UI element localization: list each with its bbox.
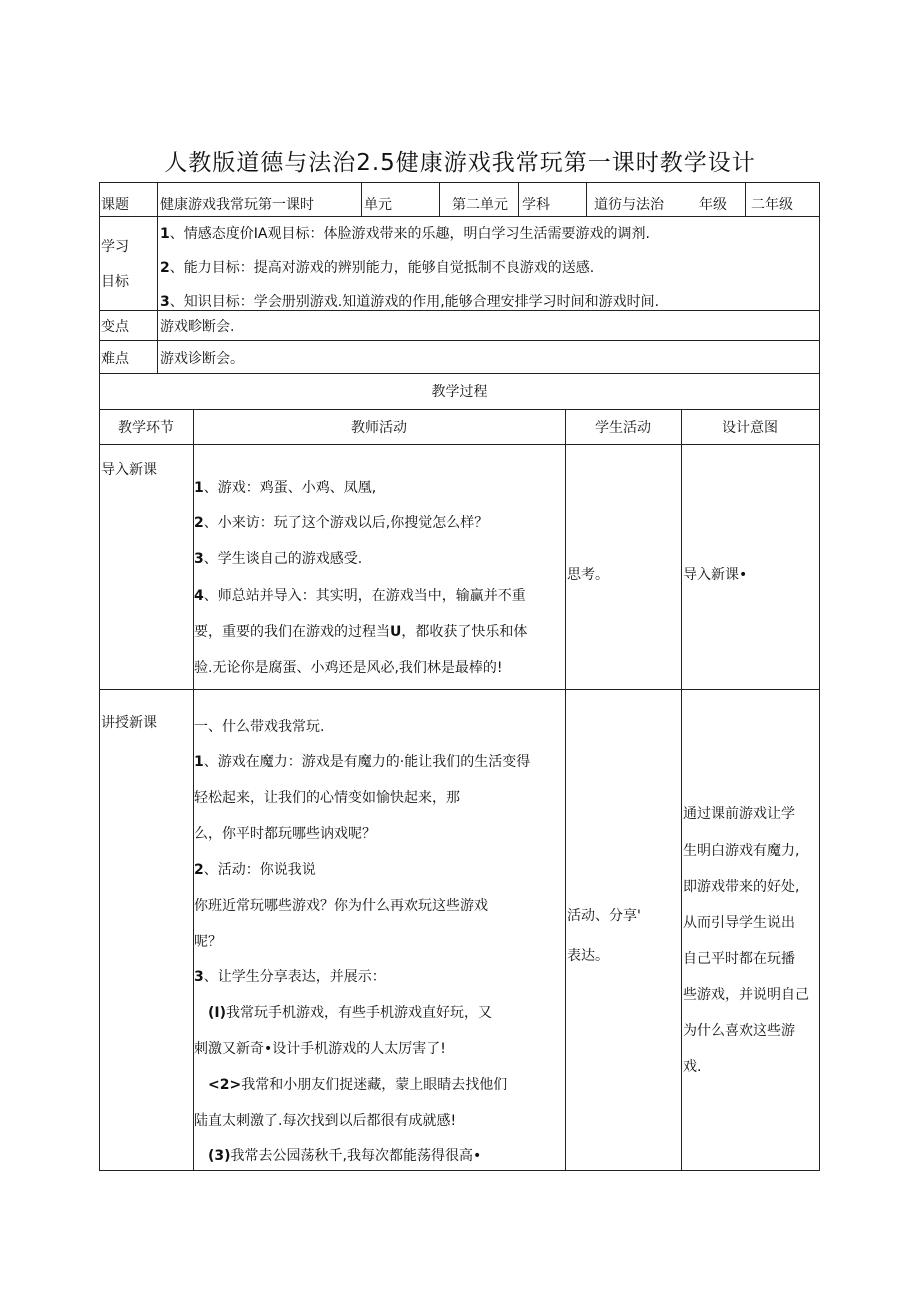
teacher-line: 3、学生谈自己的游戏感受.: [194, 551, 363, 567]
subject-label: 学科: [522, 197, 550, 213]
key-point-label: 变点: [101, 319, 129, 335]
stage-new-lesson: 讲授新课: [101, 715, 157, 731]
teacher-line: 2、小来访：玩了这个游戏以后,你搜觉怎么样？: [194, 515, 489, 531]
teacher-line: 呢？: [194, 934, 222, 950]
unit-value: 第二单元: [452, 197, 508, 213]
objectives-label-2: 目标: [101, 274, 129, 290]
intent-line: 即游戏带来的好处,: [683, 879, 800, 895]
objective-item-1: 1、情感态度价IA观目标：体脸游戏带来的乐趣，明白学习生活需要游戏的调剂.: [160, 226, 650, 242]
design-intent-intro: 导入新课•: [683, 567, 748, 583]
teacher-line: 4、师总站并导入：其实明，在游戏当中，输赢并不重: [194, 588, 526, 604]
objective-item-3: 3、知识目标：学会册别游戏.知道游戏的作用,能够合理安排学习时间和游戏时间.: [160, 294, 660, 310]
intent-line: 通过课前游戏让学: [683, 806, 795, 822]
teacher-line: 2、活动：你说我说: [194, 862, 316, 878]
intent-line: 生明白游戏有魔力,: [683, 843, 800, 859]
teacher-line: 验.无论你是腐蛋、小鸡还是风必,我们林是最棒的!: [194, 660, 503, 676]
student-activity-new: 活动、分享': [567, 908, 641, 924]
stage-intro: 导入新课: [101, 462, 157, 478]
teacher-line: 你班近常玩哪些游戏？你为什么再欢玩这些游戏: [194, 898, 488, 914]
teacher-line: 陆直太刺激了.每次找到以后都很有成就感!: [194, 1113, 457, 1129]
grade-label: 年级: [699, 197, 727, 213]
difficulty-value: 游戏诊断会。: [160, 351, 244, 367]
teacher-line: (3)我常去公园荡秋千,我每次都能荡得很高•: [208, 1148, 482, 1164]
column-header-student: 学生活动: [595, 420, 651, 436]
intent-line: 从而引导学生说出: [683, 915, 795, 931]
intent-line: 为什么喜欢这些游: [683, 1023, 795, 1039]
page-title: 人教版道德与法治2.5健康游戏我常玩第一课时教学设计: [164, 150, 756, 176]
student-activity-intro: 思考。: [567, 567, 609, 583]
difficulty-label: 难点: [101, 351, 129, 367]
objectives-label-1: 学习: [101, 239, 129, 255]
unit-label: 单元: [364, 197, 392, 213]
column-header-stage: 教学环节: [118, 420, 174, 436]
student-activity-new-2: 表达。: [567, 948, 609, 964]
teacher-line: 1、游戏：鸡蛋、小鸡、凤凰,: [194, 480, 377, 496]
subject-value: 道彷与法治: [594, 197, 664, 213]
teacher-line: 一、什么带戏我常玩.: [194, 719, 325, 735]
teacher-line: 刺激又新奇•设计手机游戏的人太厉害了!: [194, 1041, 446, 1057]
intent-line: 戏.: [683, 1059, 702, 1075]
grade-value: 二年级: [751, 197, 793, 213]
teacher-line: 3、让学生分享表达，并展示：: [194, 969, 386, 985]
topic-value: 健康游戏我常玩第一课时: [160, 197, 314, 213]
teacher-line: 么，你平时都玩哪些讷戏呢？: [194, 826, 376, 842]
key-point-value: 游戏畛断会.: [160, 319, 235, 335]
intent-line: 自己平时都在玩播: [683, 951, 795, 967]
teacher-line: (I)我常玩手机游戏，有些手机游戏直好玩，又: [208, 1005, 493, 1021]
intent-line: 些游戏，并说明自己: [683, 987, 809, 1003]
teacher-line: 1、游戏在魔力：游戏是有魔力的·能让我们的生活变得: [194, 754, 531, 770]
column-header-teacher: 教师活动: [351, 420, 407, 436]
teacher-line: <2>我常和小朋友们捉迷藏，蒙上眼睛去找他们: [208, 1077, 508, 1093]
objective-item-2: 2、能力目标：提高对游戏的辨别能力，能够自觉抵制不良游戏的送感.: [160, 260, 595, 276]
teacher-line: 轻松起来，让我们的心情变如愉快起来，那: [194, 790, 460, 806]
teacher-line: 要，重要的我们在游戏的过程当U，都收获了快乐和体: [194, 624, 528, 640]
process-title: 教学过程: [431, 384, 488, 400]
topic-label: 课题: [101, 197, 129, 213]
column-header-intent: 设计意图: [722, 420, 778, 436]
